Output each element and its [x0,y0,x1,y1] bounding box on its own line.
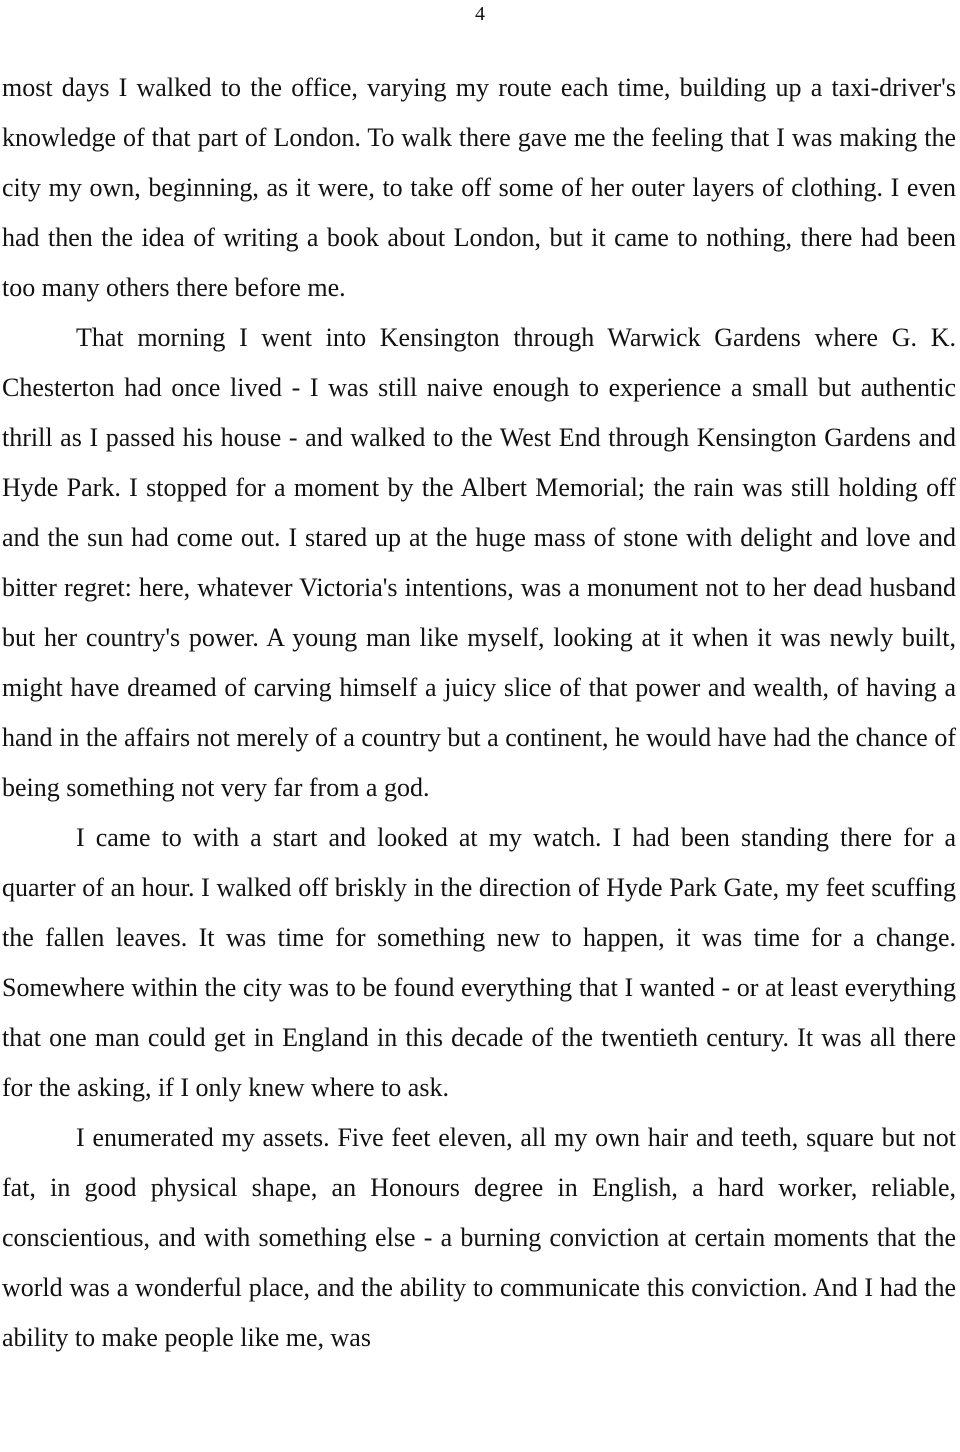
page-number: 4 [475,3,485,25]
paragraph-4: I enumerated my assets. Five feet eleven, all my own hair and teeth, square but not fat, in good physical shape, an Honours degree in English, a hard worker, reliable, conscientious, and with something else - a burning conviction at certain moments that the world was a wonderful place, and the ability to communicate this conviction. And I had the ability to make people like me, was [2,1123,956,1352]
paragraph-1: most days I walked to the office, varying my route each time, building up a taxi-driver's knowledge of that part of London. To walk there gave me the feeling that I was making the city my own, beginning, as it were, to take off some of her outer layers of clothing. I even had then the idea of writing a book about London, but it came to nothing, there had been too many others there before me. [2,73,956,302]
paragraph-3: I came to with a start and looked at my watch. I had been standing there for a quarter of an hour. I walked off briskly in the direction of Hyde Park Gate, my feet scuffing the fallen leaves. It was time for something new to happen, it was time for a change. Somewhere within the city was to be found everything that I wanted - or at least everything that one man could get in England in this decade of the twentieth century. It was all there for the asking, if I only knew where to ask. [2,823,956,1102]
paragraph-2: That morning I went into Kensington through Warwick Gardens where G. K. Chesterton had once lived - I was still naive enough to experience a small but authentic thrill as I passed his house - and walked to the West End through Kensington Gardens and Hyde Park. I stopped for a moment by the Albert Memorial; the rain was still holding off and the sun had come out. I stared up at the huge mass of stone with delight and love and bitter regret: here, whatever Victoria's intentions, was a monument not to her dead husband but her country's power. A young man like myself, looking at it when it was newly built, might have dreamed of carving himself a juicy slice of that power and wealth, of having a hand in the affairs not merely of a country but a continent, he would have had the chance of being something not very far from a god. [2,323,956,802]
text-body [2,63,956,1363]
